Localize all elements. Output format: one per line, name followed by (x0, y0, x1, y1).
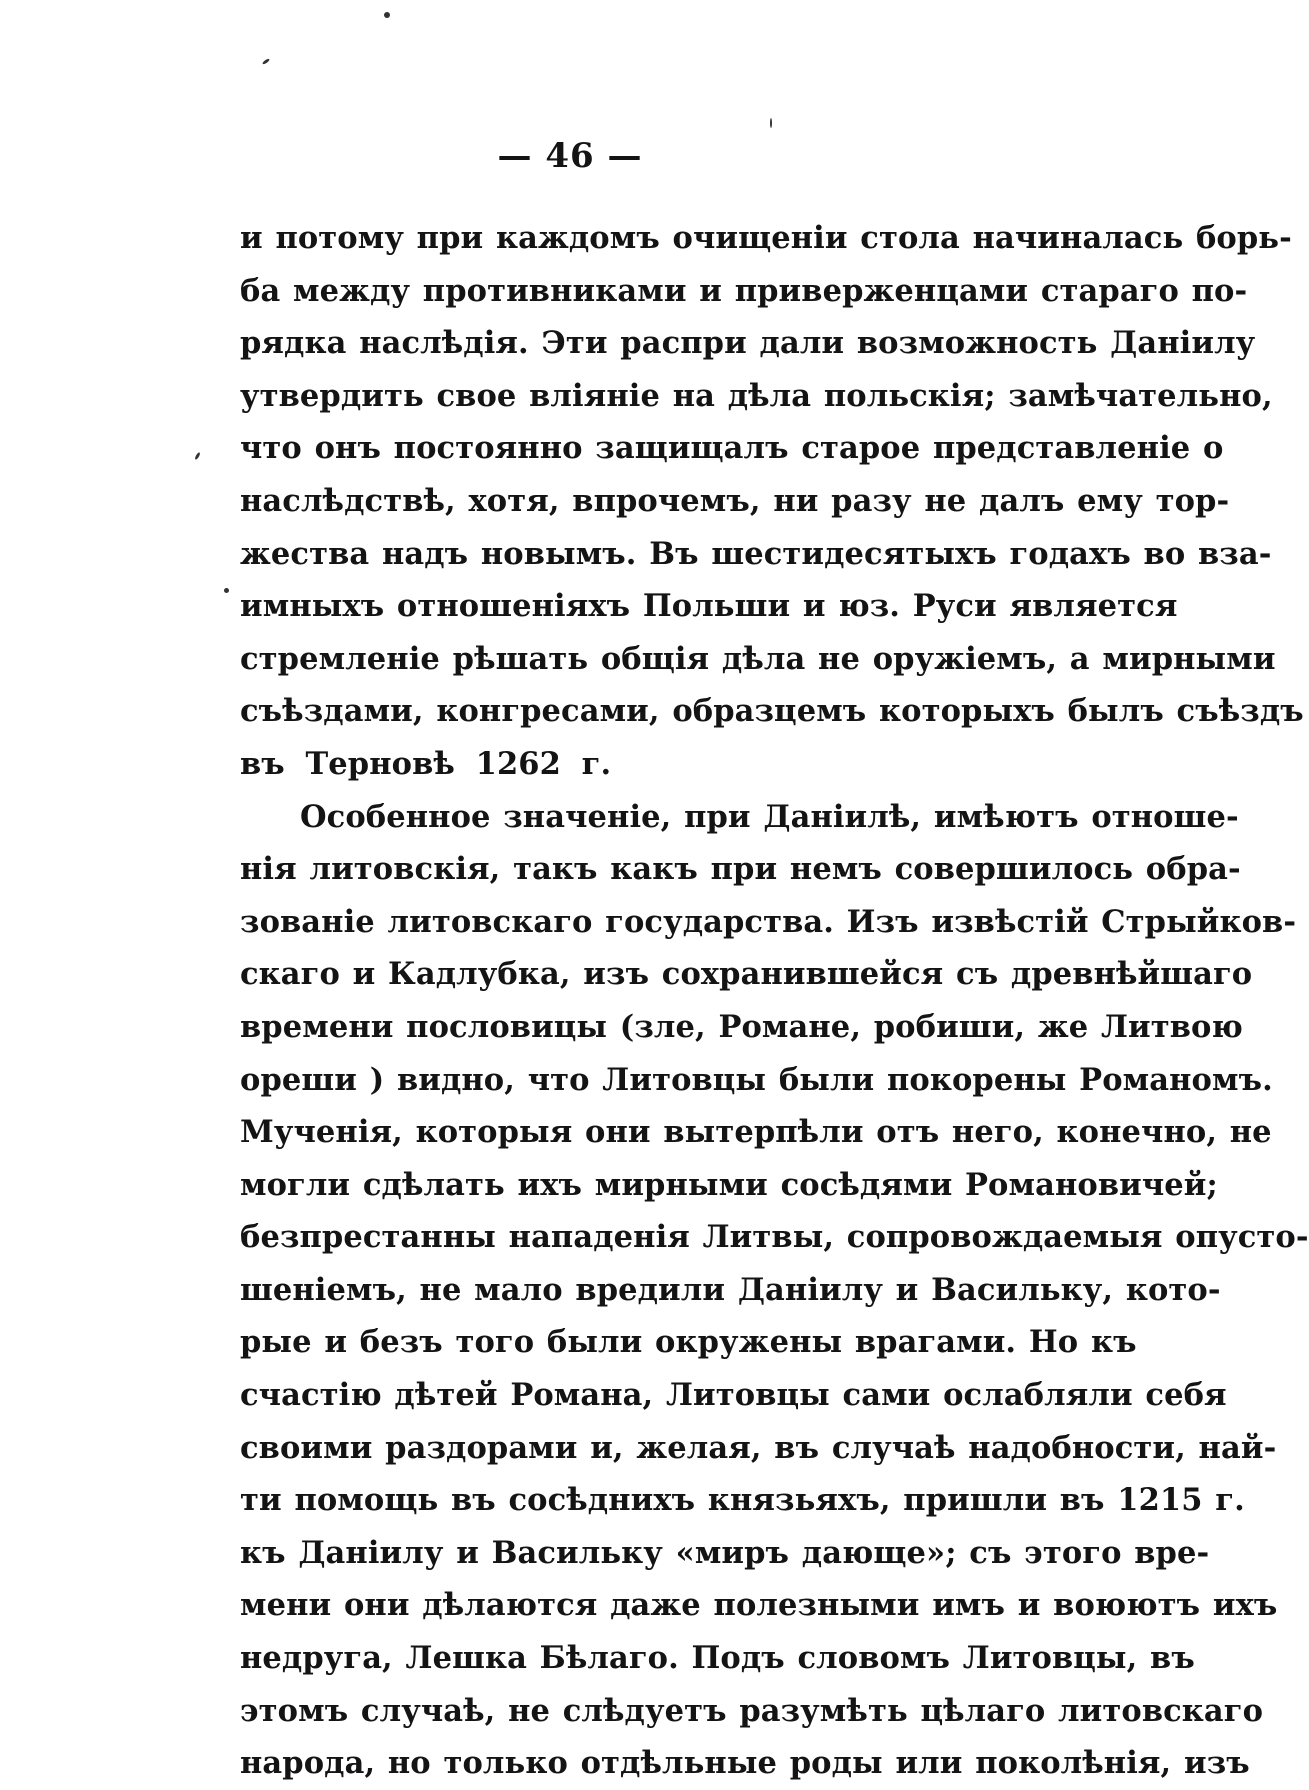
text-line: этомъ случаѣ, не слѣдуетъ разумѣть цѣлаго литовскаго (240, 1692, 1264, 1729)
text-line: недруга, Лешка Бѣлаго. Подъ словомъ Литовцы, въ (240, 1640, 1195, 1677)
text-line: жества надъ новымъ. Въ шестидесятыхъ годахъ во вза- (240, 535, 1272, 572)
text-line: съѣздами, конгресами, образцемъ которыхъ былъ съѣздъ (240, 693, 1304, 730)
text-line: что онъ постоянно защищалъ старое представленіе о (240, 430, 1224, 467)
ink-speck (384, 12, 390, 18)
paragraph-1 (240, 212, 1304, 791)
text-line: наслѣдствѣ, хотя, впрочемъ, ни разу не далъ ему тор- (240, 482, 1230, 519)
text-line: безпрестанны нападенія Литвы, сопровождаемыя опусто- (240, 1219, 1309, 1256)
text-line: счастію дѣтей Романа, Литовцы сами ослабляли себя (240, 1377, 1227, 1414)
text-line: скаго и Кадлубка, изъ сохранившейся съ древнѣйшаго (240, 956, 1253, 993)
text-line: времени пословицы (зле, Романе, робиши, же Литвою (240, 1008, 1243, 1045)
text-line: ореши ) видно, что Литовцы были покорены Романомъ. (240, 1061, 1273, 1098)
ink-speck (770, 118, 772, 128)
text-line: рые и безъ того были окружены врагами. Но къ (240, 1324, 1137, 1361)
ink-speck (224, 588, 229, 593)
text-line: утвердить свое вліяніе на дѣла польскія; замѣчательно, (240, 377, 1273, 414)
text-line: народа, но только отдѣльные роды или поколѣнія, изъ (240, 1745, 1250, 1782)
text-line: ти помощь въ сосѣднихъ князьяхъ, пришли въ 1215 г. (240, 1482, 1245, 1519)
text-line: своими раздорами и, желая, въ случаѣ надобности, най- (240, 1429, 1277, 1466)
text-line: мени они дѣлаются даже полезными имъ и воюютъ ихъ (240, 1587, 1278, 1624)
text-line: шеніемъ, не мало вредили Даніилу и Васильку, кото- (240, 1271, 1221, 1308)
ink-speck (194, 452, 201, 460)
text-line: стремленіе рѣшать общія дѣла не оружіемъ, а мирными (240, 640, 1276, 677)
text-line: къ Даніилу и Васильку «миръ дающе»; съ этого вре- (240, 1534, 1210, 1571)
text-line: имныхъ отношеніяхъ Польши и юз. Руси является (240, 588, 1178, 625)
text-line: ба между противниками и приверженцами стараго по- (240, 272, 1248, 309)
paragraph-2 (240, 791, 1309, 1790)
text-line: могли сдѣлать ихъ мирными сосѣдями Романовичей; (240, 1166, 1218, 1203)
text-line: рядка наслѣдія. Эти распри дали возможность Даніилу (240, 325, 1256, 362)
text-line: Особенное значеніе, при Даніилѣ, имѣютъ отноше- (300, 798, 1239, 835)
page-number: — 46 — (497, 136, 643, 176)
ink-speck (262, 58, 270, 65)
body-text (240, 212, 1309, 1790)
text-line: нія литовскія, такъ какъ при немъ совершилось обра- (240, 851, 1241, 888)
text-line: зованіе литовскаго государства. Изъ извѣстій Стрыйков- (240, 903, 1297, 940)
text-line: въ Терновѣ 1262 г. (240, 745, 612, 782)
text-line: и потому при каждомъ очищеніи стола начиналась борь- (240, 220, 1292, 256)
text-line: Мученія, которыя они вытерпѣли отъ него, конечно, не (240, 1114, 1272, 1151)
